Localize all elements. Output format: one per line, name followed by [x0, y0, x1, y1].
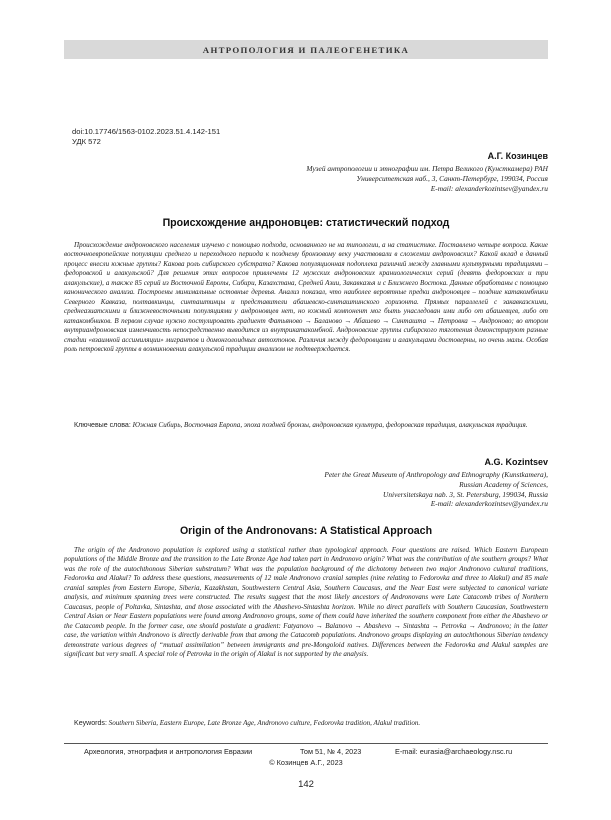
author-name-en: A.G. Kozintsev	[484, 457, 548, 467]
section-header-band	[64, 40, 548, 59]
keywords-text: Южная Сибирь, Восточная Европа, эпоха поздней бронзы, андроновская культура, федоровская традиция, алакульская традиция.	[132, 421, 528, 429]
journal-email: E-mail: eurasia@archaeology.nsc.ru	[395, 747, 513, 756]
affiliation-line: Музей антропологии и этнографии им. Петра Великого (Кунсткамера) РАН	[306, 164, 548, 173]
author-name-ru: А.Г. Козинцев	[487, 151, 548, 161]
abstract-text: The origin of the Andronovo population is explored using a statistical rather than typological approach. Four questions are raised. Which Eastern European populations of the Middle Bronze and the transition to the Late Bronze Age had taken part in Andronovo origin? What was the contribution of the southern groups? What was the role of the autochthonous Siberian substratum? What was the population background of the dichotomy between two major Andronovo cultural traditions, Fedorovka and Alakul? To address these questions, measurements of 12 male Andronovo cranial samples (nine relating to Fedorovka and three to Alakul) and 85 male cranial samples from Eastern Europe, Siberia, Kazakhstan, Southwestern Central Asia, Southern Caucasus, and the Near East were subjected to canonical variate analysis, and minimum spanning trees were constructed. The results suggest that the most likely ancestors of Andronovans were Late Catacomb tribes of Northern Caucasus, people of Poltavka, Sintashta, and those associated with the Abashevo-Sintashta horizon. While no direct parallels with Southern Caucasian, Southwestern Central Asian or Near Eastern populations were found among Andronovo groups, some of them could have inherited the southern component from either the Abashevo or the Catacomb people. In the former case, one should postulate a gradient: Fatyanovo → Balanovo → Abashevo → Sintashta → Petrovka → Andronovo; in the latter case, the variation within Andronovo is directly derivable from that among the Catacomb populations. Andronovo groups displaying an autochthonous Siberian tendency demonstrate various degrees of “mutual assimilation” between immigrants and pre-Mongoloid natives. Differences between the Fedorovka and Alakul samples are significant but very small. A special role of Petrovka in the origin of Alakul is not supported by the analysis.	[64, 546, 548, 658]
udk: УДК 572	[72, 137, 101, 146]
journal-volume: Том 51, № 4, 2023	[300, 747, 362, 756]
copyright: © Козинцев А.Г., 2023	[269, 758, 343, 767]
keywords-text: Southern Siberia, Eastern Europe, Late Bronze Age, Andronovo culture, Fedorovka tradition, Alakul tradition.	[108, 719, 421, 727]
keywords-ru	[64, 421, 548, 430]
affiliation-ru	[306, 164, 548, 193]
affiliation-email: E-mail: alexanderkozintsev@yandex.ru	[430, 499, 548, 509]
affiliation-line: Peter the Great Museum of Anthropology and Ethnography (Kunstkamera),	[324, 470, 548, 479]
section-header: АНТРОПОЛОГИЯ И ПАЛЕОГЕНЕТИКА	[202, 44, 410, 55]
doi: doi:10.17746/1563-0102.2023.51.4.142-151	[72, 127, 221, 136]
keywords-en	[64, 719, 548, 728]
affiliation-email: E-mail: alexanderkozintsev@yandex.ru	[430, 183, 548, 193]
article-title-en: Origin of the Andronovans: A Statistical Approach	[179, 525, 433, 537]
affiliation-en	[324, 470, 548, 509]
affiliation-line: Russian Academy of Sciences,	[459, 479, 548, 489]
journal-name: Археология, этнография и антропология Евразии	[84, 747, 253, 756]
page-number: 142	[298, 779, 314, 790]
affiliation-line: Universitetskaya nab. 3, St. Petersburg, 199034, Russia	[383, 489, 548, 499]
abstract-ru	[64, 241, 548, 354]
article-title-ru: Происхождение андроновцев: статистический подход	[162, 217, 450, 229]
abstract-en	[64, 546, 548, 659]
abstract-text: Происхождение андроновского населения изучено с помощью подхода, основанного не на типологии, а на статистике. Поставлено четыре вопроса. Какие восточноевропейские популяции среднего и переходного периода к позднему бронзовому веку участвовали в сложении андроновских? Какой вклад в данный процесс внесли южные группы? Какова роль сибирского субстрата? Какова популяционная подоплека различий между главными культурными традициями – федоровской и алакульской? Для решения этих вопросов привлечены 12 мужских андроновских краниологических серий (девять федоровских и три алакульские), а также 85 серий из Восточной Европы, Сибири, Казахстана, Средней Азии, Закавказья и с Ближнего Востока. Данные обработаны с помощью канонического анализа. Построены минимальные остовные деревья. Анализ показал, что наиболее вероятные предки андроновцев – поздние катакомбники Северного Кавказа, полтавкинцы, синташтинцы и представители абашевско-синташтинского горизонта. Прямых параллелей с закавказскими, среднеазиатскими и ближневосточными популяциями у андроновцев нет, но южный компонент мог быть унаследован ими либо от абашевцев, либо от катакомбников. В первом случае нужно постулировать градиент Фатьяново → Баланово → Абашево → Синташта → Петровка → Андроново; во втором внутриандроновская изменчивость непосредственно выводится из внутрикатакомбной. Андроновские группы сибирского тяготения демонстрируют разные стадии «взаимной ассимиляции» мигрантов и домонголоидных автохтонов. Различия между федоровцами и алакульцами достоверны, но очень малы. Особая роль петровской группы в возникновении алакульской традиции анализом не подтверждается.	[64, 241, 548, 353]
keywords-label: Keywords:	[74, 720, 107, 727]
footer-divider	[64, 743, 548, 744]
keywords-label: Ключевые слова:	[74, 422, 131, 429]
affiliation-line: Университетская наб., 3, Санкт-Петербург, 199034, Россия	[356, 173, 548, 183]
